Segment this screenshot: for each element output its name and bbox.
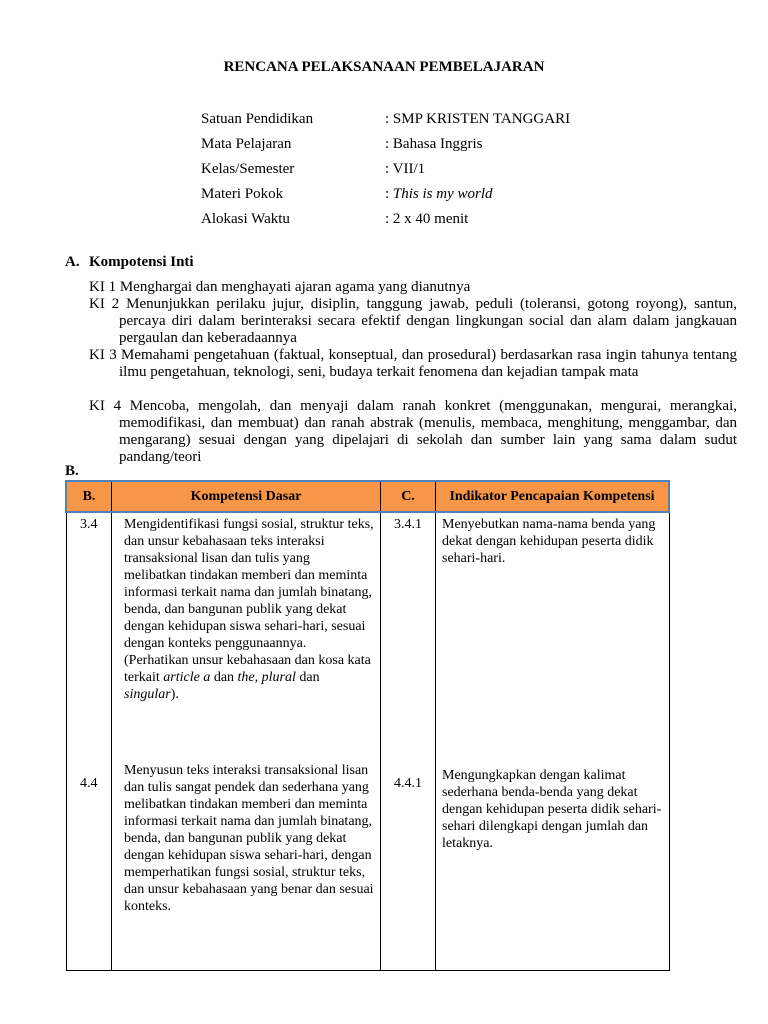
row2-no: 4.4 (66, 762, 112, 971)
ki-3: KI 3 Memahami pengetahuan (faktual, konseptual, dan prosedural) berdasarkan rasa ingin tahunya tentang ilmu pengetahuan, teknologi, seni, budaya terkait fenomena dan kejadian tampak mata (89, 347, 737, 380)
row1-kd-text (124, 516, 380, 703)
row1-ind-no: 3.4.1 (381, 512, 436, 762)
header-c: C. (381, 481, 436, 512)
section-a-title: Kompotensi Inti (89, 254, 194, 270)
info-label-alokasi: Alokasi Waktu (201, 211, 290, 227)
row1-kd (112, 512, 381, 762)
ki-2: KI 2 Menunjukkan perilaku jujur, disiplin, tanggung jawab, peduli (toleransi, gotong royong), santun, percaya diri dalam berinteraksi secara efektif dengan lingkungan social dan alam dalam jangkauan pergaulan dan keberadaannya (89, 296, 737, 346)
row1-no: 3.4 (66, 512, 112, 762)
table-header-row (66, 481, 669, 512)
section-b-letter: B. (65, 463, 79, 479)
table-row (66, 762, 669, 971)
row2-ind (436, 762, 670, 971)
info-value-materi-italic: This is my world (392, 186, 493, 202)
info-value-mapel: : Bahasa Inggris (385, 136, 483, 152)
table-row (66, 512, 669, 762)
header-kompetensi-dasar: Kompetensi Dasar (112, 481, 381, 512)
header-b: B. (66, 481, 112, 512)
row2-kd (112, 762, 381, 971)
info-value-materi (385, 186, 493, 203)
info-label-materi: Materi Pokok (201, 186, 284, 202)
section-a-letter: A. (65, 254, 80, 270)
row1-kd-part-4: ). (170, 687, 179, 702)
row1-kd-main: Mengidentifikasi fungsi sosial, struktur teks, dan unsur kebahasaan teks interaksi transaksional lisan dan tulis yang melibatkan tindakan memberi dan meminta informasi terkait nama dan jumlah binatang, benda, dan bangunan publik yang dekat dengan kehidupan siswa sehari-hari, sesuai dengan konteks penggunaannya. (Perhatikan unsur kebahasaan dan kosa kata terkait (124, 517, 374, 685)
row1-ind-text: Menyebutkan nama-nama benda yang dekat dengan kehidupan peserta didik sehari-hari. (442, 517, 656, 566)
info-label-mapel: Mata Pelajaran (201, 136, 292, 152)
row1-kd-part-2: dan (210, 670, 238, 685)
row1-kd-italic-3: singular (124, 687, 171, 702)
competency-table (65, 480, 670, 971)
row2-ind-text: Mengungkapkan dengan kalimat sederhana benda-benda yang dekat dengan kehidupan peserta didik sehari-sehari dilengkapi dengan jumlah dan letaknya. (442, 768, 662, 851)
row1-kd-part-3: dan (295, 670, 320, 685)
row1-kd-italic-1: article a (163, 670, 211, 685)
header-indikator: Indikator Pencapaian Kompetensi (436, 481, 670, 512)
row1-kd-italic-2: the, plural (237, 670, 296, 685)
info-value-alokasi: : 2 x 40 menit (385, 211, 469, 227)
row2-kd-text: Menyusun teks interaksi transaksional lisan dan tulis sangat pendek dan sederhana yang melibatkan tindakan memberi dan meminta informasi terkait nama dan jumlah binatang, benda, dan bangunan publik yang dekat dengan kehidupan siswa sehari-hari, dengan memperhatikan fungsi sosial, struktur teks, dan unsur kebahasaan yang benar dan sesuai konteks. (124, 763, 374, 914)
ki-1: KI 1 Menghargai dan menghayati ajaran agama yang dianutnya (89, 279, 471, 295)
ki-4: KI 4 Mencoba, mengolah, dan menyaji dalam ranah konkret (menggunakan, mengurai, merangkai, memodifikasi, dan membuat) dan ranah abstrak (menulis, membaca, menghitung, menggambar, dan mengarang) sesuai dengan yang dipelajari di sekolah dan sumber lain yang sama dalam sudut pandang/teori (89, 398, 737, 465)
info-value-satuan: : SMP KRISTEN TANGGARI (385, 111, 571, 127)
row2-ind-no: 4.4.1 (381, 762, 436, 971)
info-value-materi-prefix: : (385, 186, 393, 202)
row1-ind (436, 512, 670, 762)
info-label-satuan: Satuan Pendidikan (201, 111, 314, 127)
document-title: RENCANA PELAKSANAAN PEMBELAJARAN (223, 59, 545, 75)
info-label-kelas: Kelas/Semester (201, 161, 295, 177)
section-a-heading (65, 254, 194, 271)
info-value-kelas: : VII/1 (385, 161, 426, 177)
